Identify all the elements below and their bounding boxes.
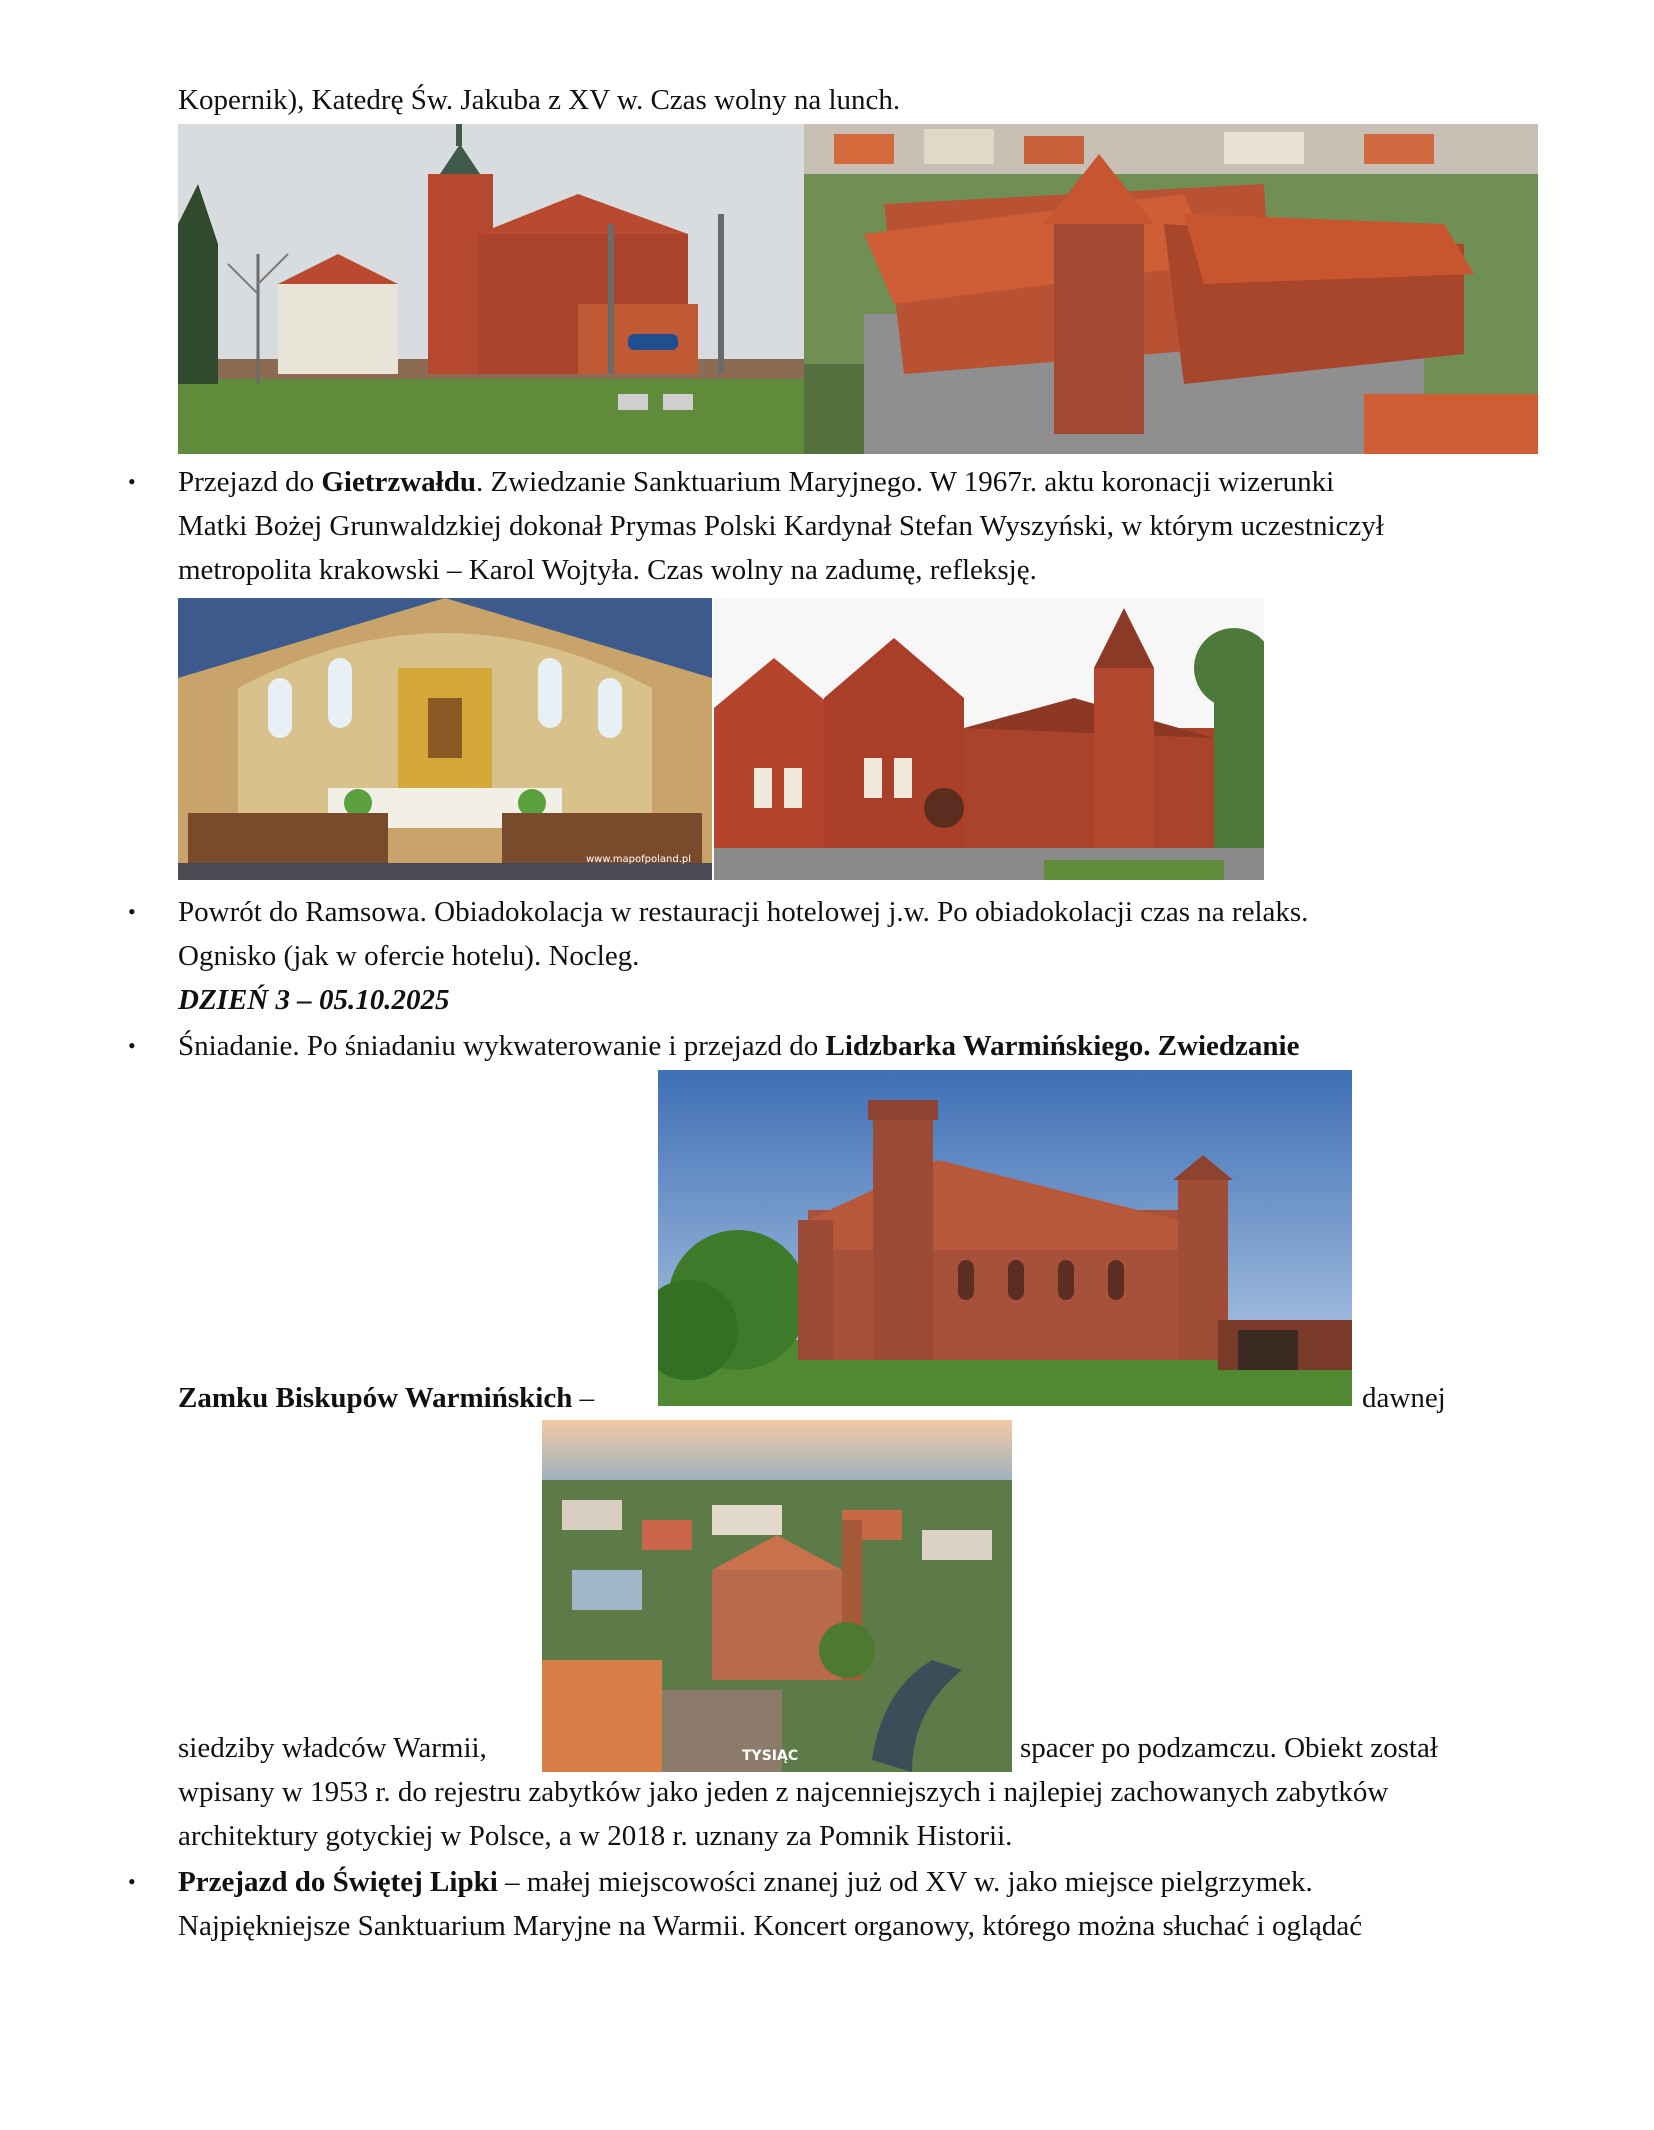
intro-line: Kopernik), Katedrę Św. Jakuba z XV w. Czas wolny na lunch.: [178, 84, 901, 116]
gietrzwald-lead: Przejazd do: [178, 466, 322, 498]
interior-watermark: www.mapofpoland.pl: [586, 854, 692, 865]
return-line-2: Ognisko (jak w ofercie hotelu). Nocleg.: [178, 940, 640, 972]
lipka-line-1: [178, 1860, 1313, 1904]
lidzbark-line-2: [178, 1376, 594, 1420]
photo-lidzbark-castle: [658, 1070, 1352, 1406]
lidzbark-dash: –: [572, 1382, 595, 1414]
bullet-gietrzwald: •: [128, 469, 136, 494]
lidzbark-line-3-before: siedziby władców Warmii,: [178, 1732, 487, 1764]
lidzbark-bold-1: Lidzbarka Warmińskiego. Zwiedzanie: [825, 1030, 1300, 1062]
photo-lidzbark-aerial: [542, 1420, 1012, 1772]
aerial-watermark: TYSIĄC: [742, 1748, 799, 1764]
photo-basilica-interior: [178, 598, 712, 880]
gietrzwald-line-1: [178, 460, 1334, 504]
photo-cathedral: [178, 124, 804, 454]
lidzbark-line-4: wpisany w 1953 r. do rejestru zabytków jako jeden z najcenniejszych i najlepiej zachowanych zabytków: [178, 1776, 1389, 1808]
lidzbark-line-1: [178, 1024, 1299, 1068]
bullet-lipka: •: [128, 1869, 136, 1894]
bullet-lidzbark: •: [128, 1033, 136, 1058]
gietrzwald-line-1-rest: . Zwiedzanie Sanktuarium Maryjnego. W 1967r. aktu koronacji wizerunki: [476, 466, 1335, 498]
lipka-rest: – małej miejscowości znanej już od XV w. jako miejsce pielgrzymek.: [497, 1866, 1313, 1898]
photo-castle-aerial: [804, 124, 1538, 454]
photo-basilica-exterior: [714, 598, 1264, 880]
lidzbark-castle-name: Zamku Biskupów Warmińskich: [178, 1382, 573, 1414]
return-line-1: Powrót do Ramsowa. Obiadokolacja w restauracji hotelowej j.w. Po obiadokolacji czas na relaks.: [178, 896, 1309, 928]
lipka-line-2: Najpiękniejsze Sanktuarium Maryjne na Warmii. Koncert organowy, którego można słuchać i oglądać: [178, 1910, 1363, 1942]
day-3-heading: DZIEŃ 3 – 05.10.2025: [178, 984, 450, 1016]
lipka-bold: Przejazd do Świętej Lipki: [178, 1866, 498, 1898]
gietrzwald-line-2: Matki Bożej Grunwaldzkiej dokonał Prymas Polski Kardynał Stefan Wyszyński, w którym uczestniczył: [178, 510, 1384, 542]
bullet-return: •: [128, 899, 136, 924]
lidzbark-lead: Śniadanie. Po śniadaniu wykwaterowanie i przejazd do: [178, 1030, 826, 1062]
gietrzwald-place: Gietrzwałdu: [321, 466, 476, 498]
lidzbark-line-2-after: dawnej: [1362, 1382, 1446, 1414]
gietrzwald-line-3: metropolita krakowski – Karol Wojtyła. Czas wolny na zadumę, refleksję.: [178, 554, 1037, 586]
lidzbark-line-5: architektury gotyckiej w Polsce, a w 2018 r. uznany za Pomnik Historii.: [178, 1820, 1013, 1852]
lidzbark-line-3-after: spacer po podzamczu. Obiekt został: [1020, 1732, 1438, 1764]
